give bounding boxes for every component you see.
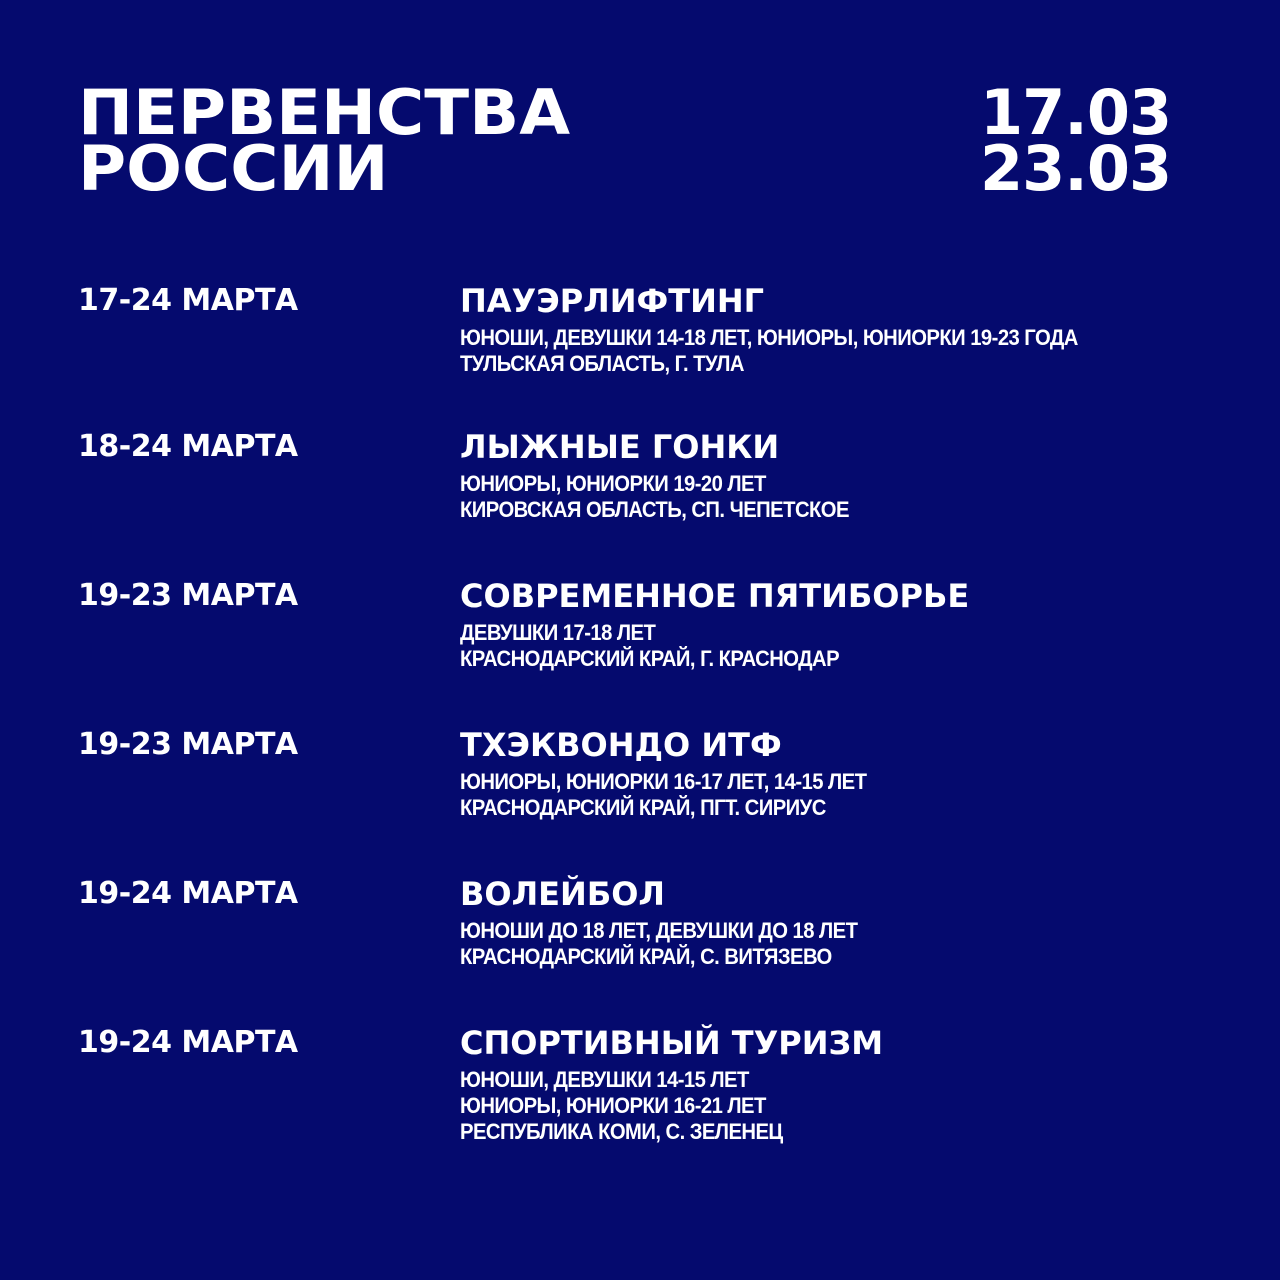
event-detail-line: КИРОВСКАЯ ОБЛАСТЬ, СП. ЧЕПЕТСКОЕ xyxy=(460,497,849,522)
event-dates: 17-24 МАРТА xyxy=(78,283,298,318)
period-end-date: 23.03 xyxy=(980,132,1172,205)
event-detail-line: ЮНИОРЫ, ЮНИОРКИ 16-21 ЛЕТ xyxy=(460,1093,766,1118)
event-dates: 19-24 МАРТА xyxy=(78,876,298,911)
page-title-line-1: ПЕРВЕНСТВА xyxy=(78,76,571,149)
event-details xyxy=(460,471,1240,523)
event-sport: СОВРЕМЕННОЕ ПЯТИБОРЬЕ xyxy=(460,577,970,615)
event-body xyxy=(460,877,1240,970)
event-detail-line: ЮНИОРЫ, ЮНИОРКИ 19-20 ЛЕТ xyxy=(460,471,766,496)
event-detail-line: ДЕВУШКИ 17-18 ЛЕТ xyxy=(460,620,656,645)
event-dates: 19-23 МАРТА xyxy=(78,727,298,762)
event-sport: ПАУЭРЛИФТИНГ xyxy=(460,282,765,320)
event-detail-line: ЮНОШИ ДО 18 ЛЕТ, ДЕВУШКИ ДО 18 ЛЕТ xyxy=(460,918,858,943)
event-body xyxy=(460,728,1240,821)
period-start-date: 17.03 xyxy=(980,76,1172,149)
event-sport: СПОРТИВНЫЙ ТУРИЗМ xyxy=(460,1024,884,1062)
event-body xyxy=(460,579,1240,672)
event-body xyxy=(460,1026,1240,1145)
event-body xyxy=(460,284,1240,377)
event-details xyxy=(460,1067,1240,1145)
page-title-line-2: РОССИИ xyxy=(78,132,389,205)
event-details xyxy=(460,769,1240,821)
event-sport: ЛЫЖНЫЕ ГОНКИ xyxy=(460,428,780,466)
event-detail-line: РЕСПУБЛИКА КОМИ, С. ЗЕЛЕНЕЦ xyxy=(460,1119,783,1144)
event-details xyxy=(460,325,1240,377)
event-details xyxy=(460,620,1240,672)
event-dates: 18-24 МАРТА xyxy=(78,429,298,464)
event-dates: 19-23 МАРТА xyxy=(78,578,298,613)
event-detail-line: ЮНОШИ, ДЕВУШКИ 14-15 ЛЕТ xyxy=(460,1067,749,1092)
header xyxy=(0,0,1280,240)
event-details xyxy=(460,918,1240,970)
event-body xyxy=(460,430,1240,523)
event-detail-line: ЮНИОРЫ, ЮНИОРКИ 16-17 ЛЕТ, 14-15 ЛЕТ xyxy=(460,769,867,794)
event-dates: 19-24 МАРТА xyxy=(78,1025,298,1060)
event-sport: ВОЛЕЙБОЛ xyxy=(460,875,665,913)
event-detail-line: КРАСНОДАРСКИЙ КРАЙ, С. ВИТЯЗЕВО xyxy=(460,944,832,969)
event-detail-line: ТУЛЬСКАЯ ОБЛАСТЬ, Г. ТУЛА xyxy=(460,351,744,376)
event-sport: ТХЭКВОНДО ИТФ xyxy=(460,726,782,764)
event-detail-line: КРАСНОДАРСКИЙ КРАЙ, Г. КРАСНОДАР xyxy=(460,646,840,671)
event-detail-line: ЮНОШИ, ДЕВУШКИ 14-18 ЛЕТ, ЮНИОРЫ, ЮНИОРКИ 19-23 ГОДА xyxy=(460,325,1078,350)
event-detail-line: КРАСНОДАРСКИЙ КРАЙ, ПГТ. СИРИУС xyxy=(460,795,826,820)
